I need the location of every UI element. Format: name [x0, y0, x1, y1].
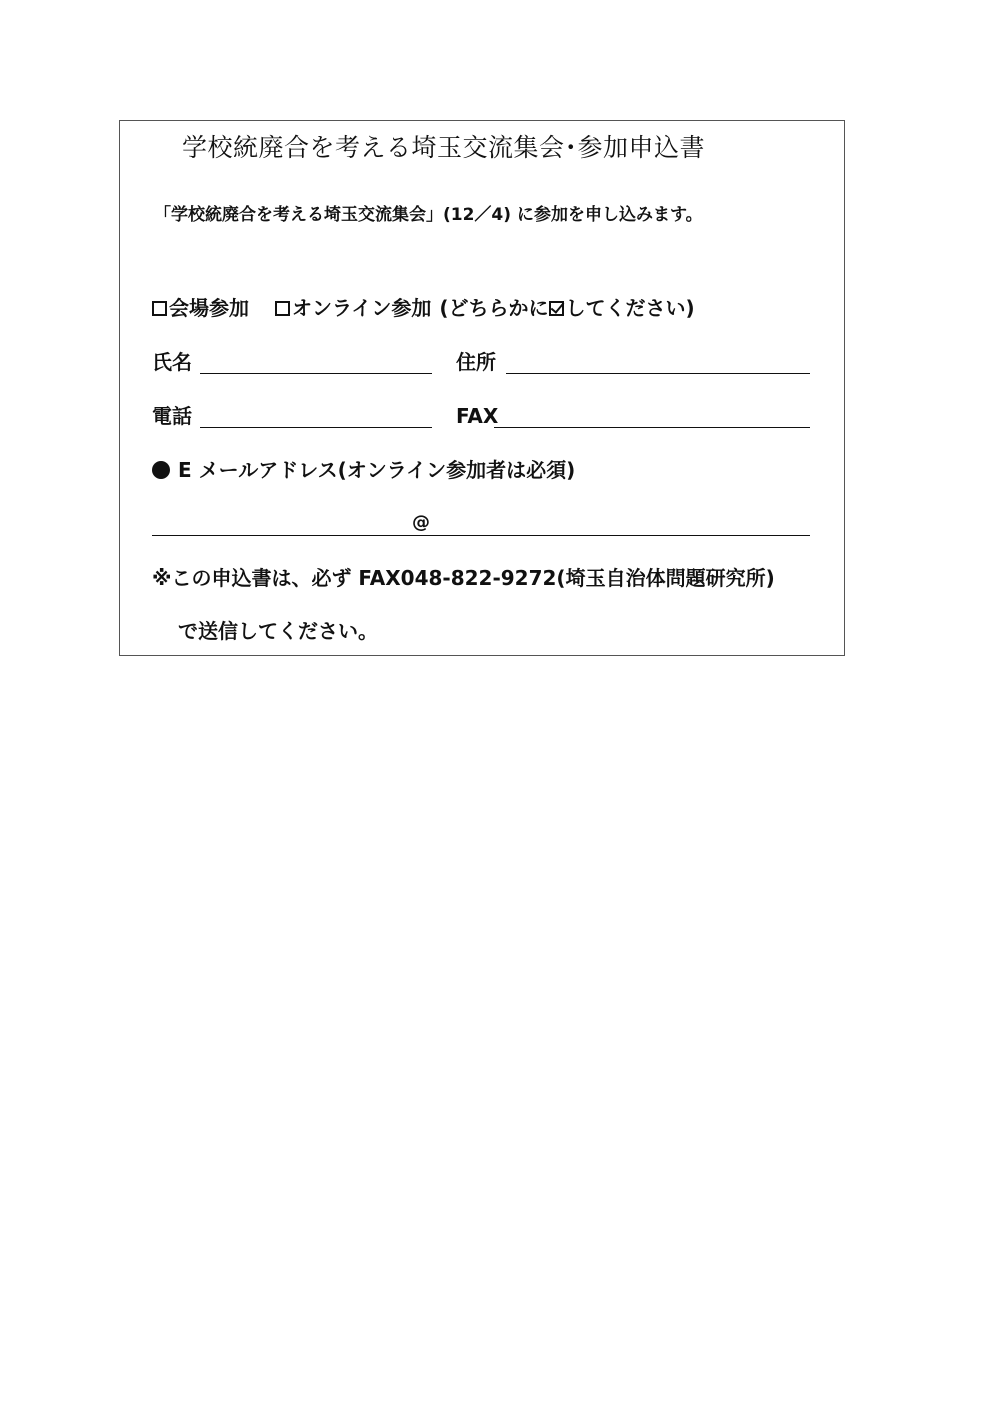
attendance-choice-row [152, 298, 695, 318]
address-label: 住所 [456, 350, 496, 374]
venue-checkbox[interactable] [152, 301, 167, 316]
email-field[interactable] [152, 535, 810, 536]
venue-option-label: 会場参加 [169, 296, 249, 320]
instruction-suffix: してください) [565, 296, 695, 320]
email-label-row [152, 460, 575, 480]
fax-note-line1: ※この申込書は、必ず FAX048-822-9272(埼玉自治体問題研究所) [152, 566, 775, 590]
instruction-prefix: (どちらかに [439, 296, 549, 320]
fax-note-line2: で送信してください。 [178, 619, 378, 643]
email-label: E メールアドレス(オンライン参加者は必須) [178, 458, 576, 482]
phone-field[interactable] [200, 427, 432, 428]
intro-text: 「学校統廃合を考える埼玉交流集会」(12／4) に参加を申し込みます。 [154, 205, 703, 225]
bullet-icon [152, 461, 170, 479]
checkmark-icon [549, 301, 564, 316]
name-label: 氏名 [152, 350, 192, 374]
at-symbol: @ [412, 512, 430, 533]
phone-label: 電話 [152, 404, 192, 428]
fax-field[interactable] [494, 427, 810, 428]
name-field[interactable] [200, 373, 432, 374]
address-field[interactable] [506, 373, 810, 374]
fax-label: FAX [456, 404, 499, 428]
form-title: 学校統廃合を考える埼玉交流集会･参加申込書 [182, 133, 706, 162]
online-option-label: オンライン参加 [292, 296, 432, 320]
application-form [119, 120, 845, 656]
online-checkbox[interactable] [275, 301, 290, 316]
